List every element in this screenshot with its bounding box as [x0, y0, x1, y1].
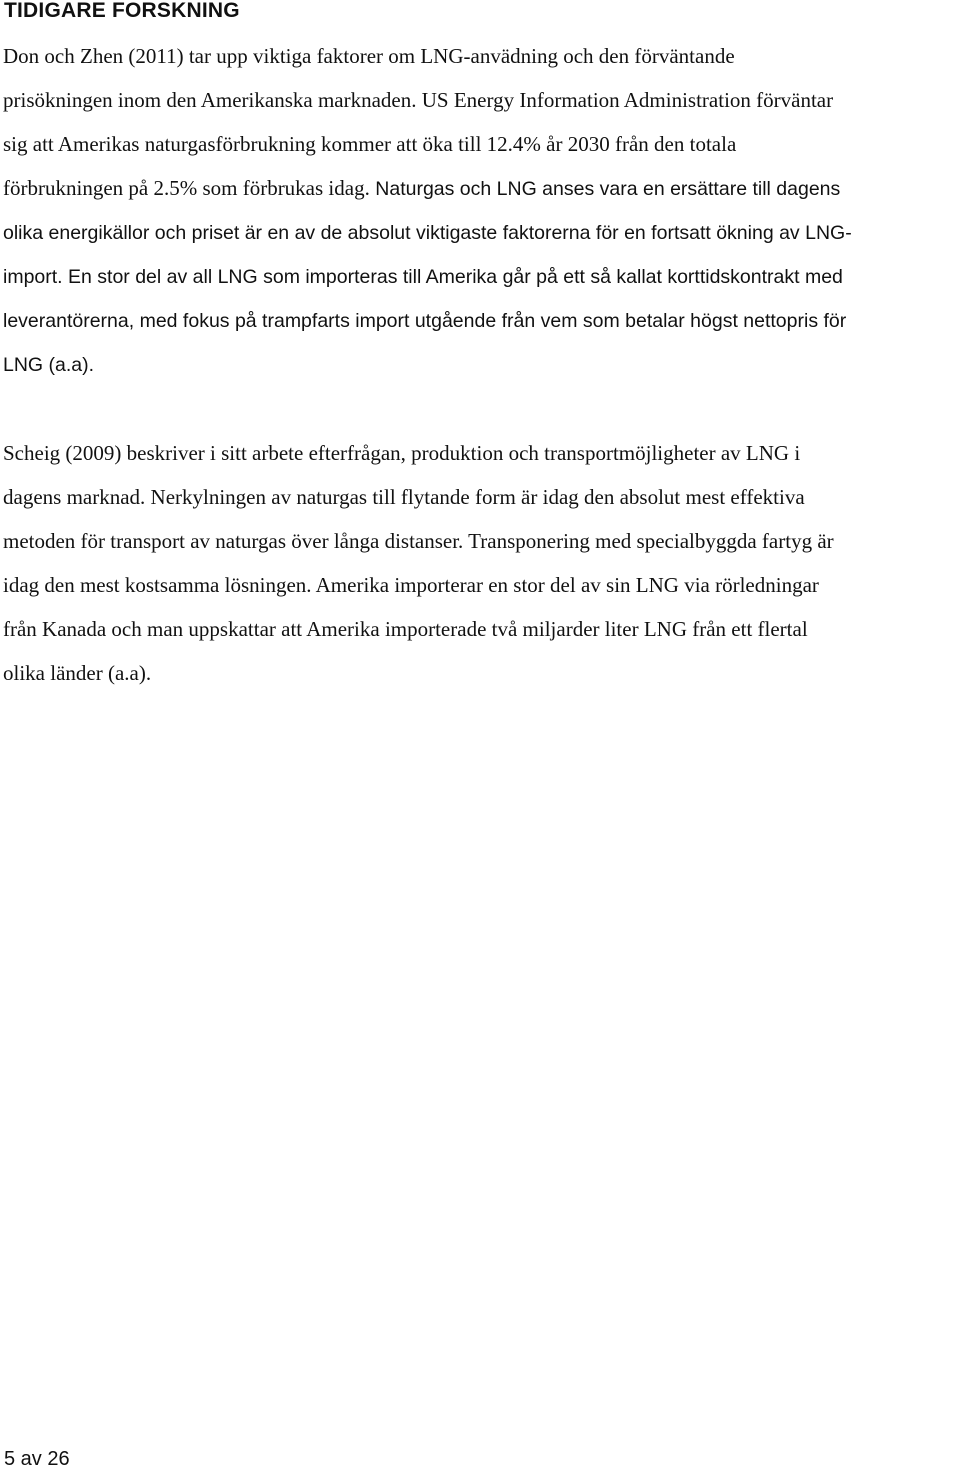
- paragraph-2-line-4: idag den mest kostsamma lösningen. Amerika importerar en stor del av sin LNG via rörledningar: [3, 573, 819, 597]
- text-segment: Don och Zhen (2011) tar upp viktiga faktorer om LNG-anvädning och den förväntande: [3, 44, 735, 68]
- paragraph-2-line-3: metoden för transport av naturgas över långa distanser. Transponering med specialbyggda fartyg är: [3, 529, 834, 553]
- text-segment-sans: olika energikällor och priset är en av de absolut viktigaste faktorerna för en fortsatt ökning av LNG-: [3, 222, 852, 244]
- text-segment-sans: leverantörerna, med fokus på trampfarts import utgående från vem som betalar högst nettopris för: [3, 310, 847, 332]
- paragraph-1-line-8: [3, 351, 94, 378]
- paragraph-2-line-1: Scheig (2009) beskriver i sitt arbete efterfrågan, produktion och transportmöjligheter av LNG i: [3, 441, 801, 465]
- paragraph-1-line-6: [3, 263, 843, 290]
- text-segment: sig att Amerikas naturgasförbrukning kommer att öka till 12.4% år 2030 från den totala: [3, 132, 737, 156]
- paragraph-2-line-6: olika länder (a.a).: [3, 661, 152, 685]
- text-segment: prisökningen inom den Amerikanska marknaden. US Energy Information Administration förväntar: [3, 88, 834, 112]
- text-segment-sans: Naturgas och LNG anses vara en ersättare till dagens: [369, 178, 841, 200]
- page-number: 5 av 26: [4, 1448, 70, 1470]
- paragraph-1-line-5: [3, 219, 852, 246]
- section-heading: TIDIGARE FORSKNING: [4, 0, 240, 22]
- paragraph-2-line-5: från Kanada och man uppskattar att Amerika importerade två miljarder liter LNG från ett flertal: [3, 617, 808, 641]
- paragraph-2-line-2: dagens marknad. Nerkylningen av naturgas till flytande form är idag den absolut mest effektiva: [3, 485, 805, 509]
- paragraph-1-line-2: [3, 87, 833, 113]
- paragraph-1-line-3: [3, 131, 736, 157]
- text-segment: förbrukningen på 2.5% som förbrukas idag.: [3, 176, 370, 200]
- paragraph-1-line-7: [3, 307, 846, 334]
- paragraph-1-line-1: [3, 43, 735, 69]
- paragraph-1-line-4: [3, 175, 840, 202]
- text-segment-sans: LNG (a.a).: [3, 354, 95, 376]
- text-segment-sans: import. En stor del av all LNG som importeras till Amerika går på ett så kallat korttidskontrakt med: [3, 266, 843, 288]
